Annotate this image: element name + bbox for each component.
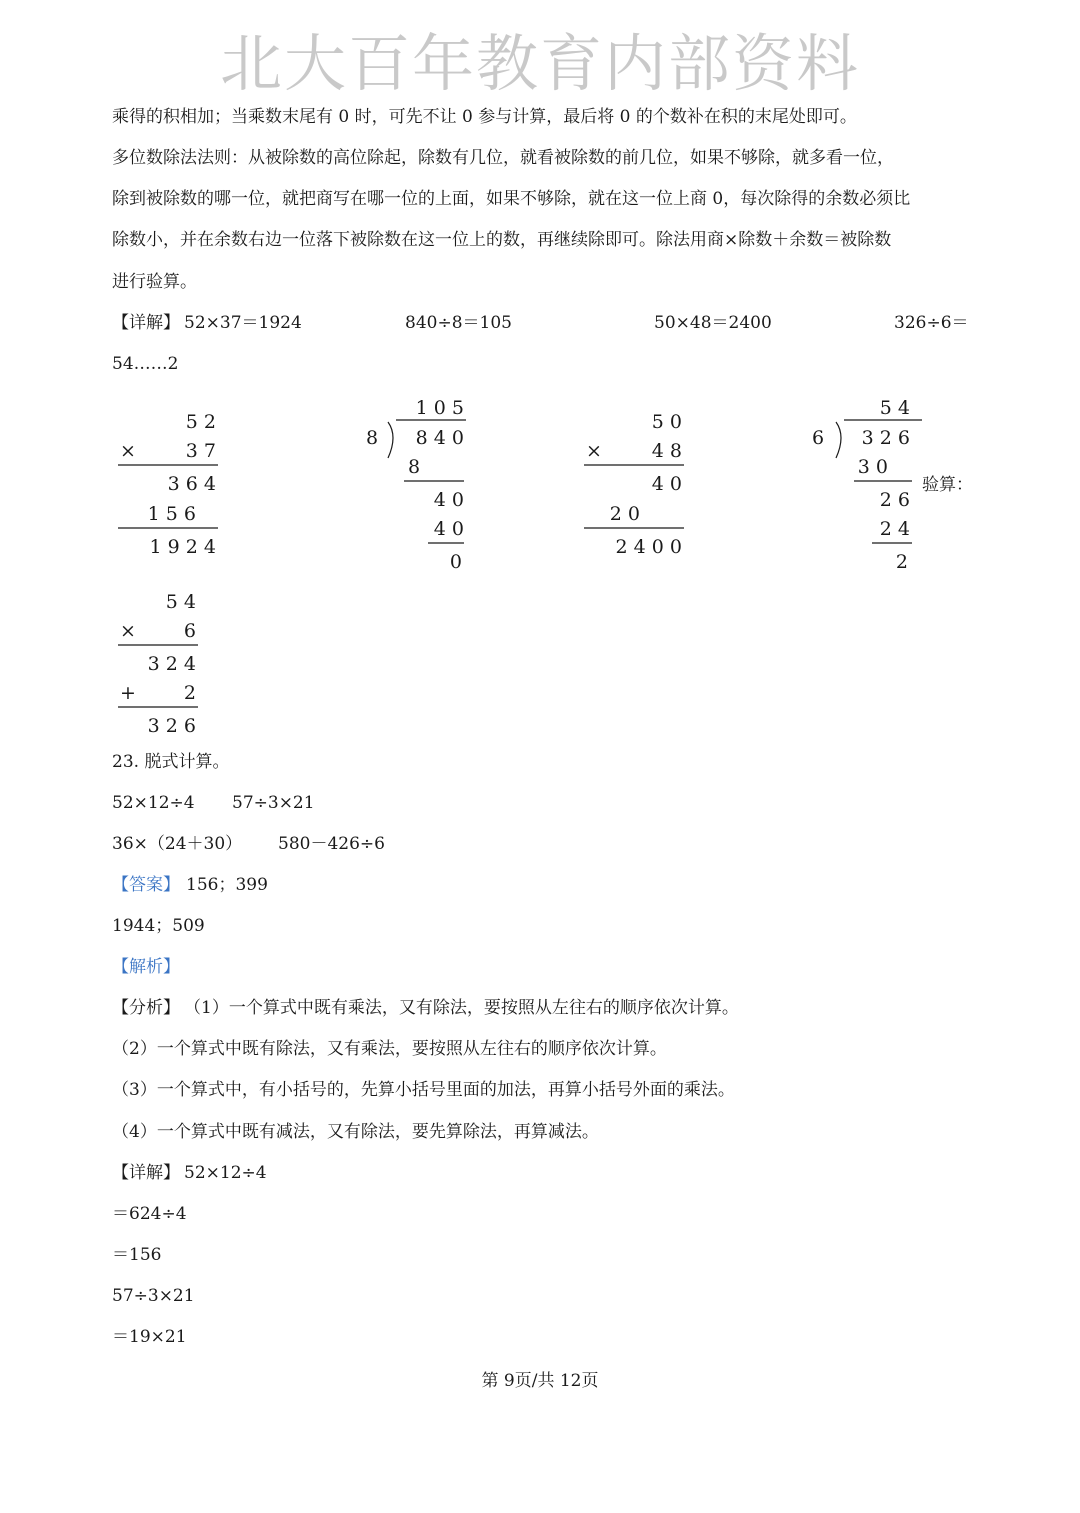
remainder: 0 [449,551,462,573]
division-bracket [836,422,841,458]
quotient: 5 4 [879,397,910,419]
quotient: 1 0 5 [415,397,464,419]
remainder: 4 0 [433,489,464,511]
division-bracket [388,422,393,458]
partial-product: 2 0 [609,503,640,525]
answer-label: 【答案】 [112,875,180,895]
dividend: 3 2 6 [861,427,910,449]
question-title: 23. 脱式计算。 [112,752,230,772]
analysis-line: （1）一个算式中既有乘法，又有除法，要按照从左往右的顺序依次计算。 [184,998,739,1018]
analysis-line: （3）一个算式中，有小括号的，先算小括号里面的加法，再算小括号外面的乘法。 [112,1080,735,1100]
expression: 52×12÷4 [112,793,195,813]
check-label: 验算： [922,475,973,495]
multiplicand: 5 4 [165,591,196,613]
remainder: 2 [895,551,908,573]
answer-values: 1944；509 [112,916,205,936]
subtrahend: 4 0 [433,518,464,540]
equation: 326÷6＝ [894,313,969,333]
analysis-label: 【解析】 [112,957,180,977]
long-division [358,386,478,591]
step: ＝19×21 [112,1327,187,1347]
remainder: 2 [183,682,196,704]
multiplier: 6 [183,620,196,642]
detail-label: 【详解】 [112,313,180,333]
dividend: 3 2 6 [147,715,196,737]
partial-product: 3 6 4 [167,473,216,495]
step: 52×12÷4 [184,1163,267,1183]
analysis-head: 【分析】 [112,998,180,1018]
expression: 580－426÷6 [278,834,385,854]
check-calculation [112,580,232,755]
step: ＝624÷4 [112,1204,187,1224]
text-line: 除到被除数的哪一位，就把商写在哪一位的上面，如果不够除，就在这一位上商 0，每次除得的余数必须比 [112,189,911,209]
remainder: 2 6 [879,489,910,511]
dividend: 8 4 0 [415,427,464,449]
equation-wrap: 54……2 [112,354,179,374]
detail-label: 【详解】 [112,1163,180,1183]
multiplicand: 5 0 [651,411,682,433]
partial-product: 1 5 6 [147,503,196,525]
analysis-line: （4）一个算式中既有减法，又有除法，要先算除法，再算减法。 [112,1122,599,1142]
multiplicand: 5 2 [185,411,216,433]
product: 3 2 4 [147,653,196,675]
text-line: 除数小，并在余数右边一位落下被除数在这一位上的数，再继续除即可。除法用商×除数＋余数＝被除数 [112,230,892,250]
step: ＝156 [112,1245,162,1265]
page-number: 第 9页/共 12页 [481,1371,599,1391]
multiplier: 3 7 [185,440,216,462]
equation: 50×48＝2400 [654,313,772,333]
plus-sign: + [120,682,136,704]
text-line: 乘得的积相加；当乘数末尾有 0 时，可先不让 0 参与计算，最后将 0 的个数补在积的末尾处即可。 [112,107,857,127]
divisor: 8 [366,427,379,449]
vertical-multiplication [112,400,232,575]
multiplier: 4 8 [651,440,682,462]
partial-product: 4 0 [651,473,682,495]
watermark: 北大百年教育内部资料 [219,27,860,100]
equation: 840÷8＝105 [405,313,512,333]
answer-values: 156；399 [186,875,268,895]
vertical-multiplication [578,400,698,575]
subtrahend: 2 4 [879,518,910,540]
times-sign: × [586,440,602,462]
divisor: 6 [812,427,825,449]
equation: 52×37＝1924 [184,313,302,333]
product: 1 9 2 4 [149,536,216,558]
analysis-line: （2）一个算式中既有除法，又有乘法，要按照从左往右的顺序依次计算。 [112,1039,667,1059]
text-line: 进行验算。 [112,272,197,292]
times-sign: × [120,620,136,642]
subtrahend: 8 [408,456,421,478]
expression: 57÷3×21 [232,793,315,813]
text-line: 多位数除法法则：从被除数的高位除起，除数有几位，就看被除数的前几位，如果不够除，就多看一位， [112,148,894,168]
product: 2 4 0 0 [615,536,682,558]
long-division [806,386,926,591]
subtrahend: 3 0 [857,456,888,478]
times-sign: × [120,440,136,462]
step: 57÷3×21 [112,1286,195,1306]
expression: 36×（24＋30） [112,834,243,854]
